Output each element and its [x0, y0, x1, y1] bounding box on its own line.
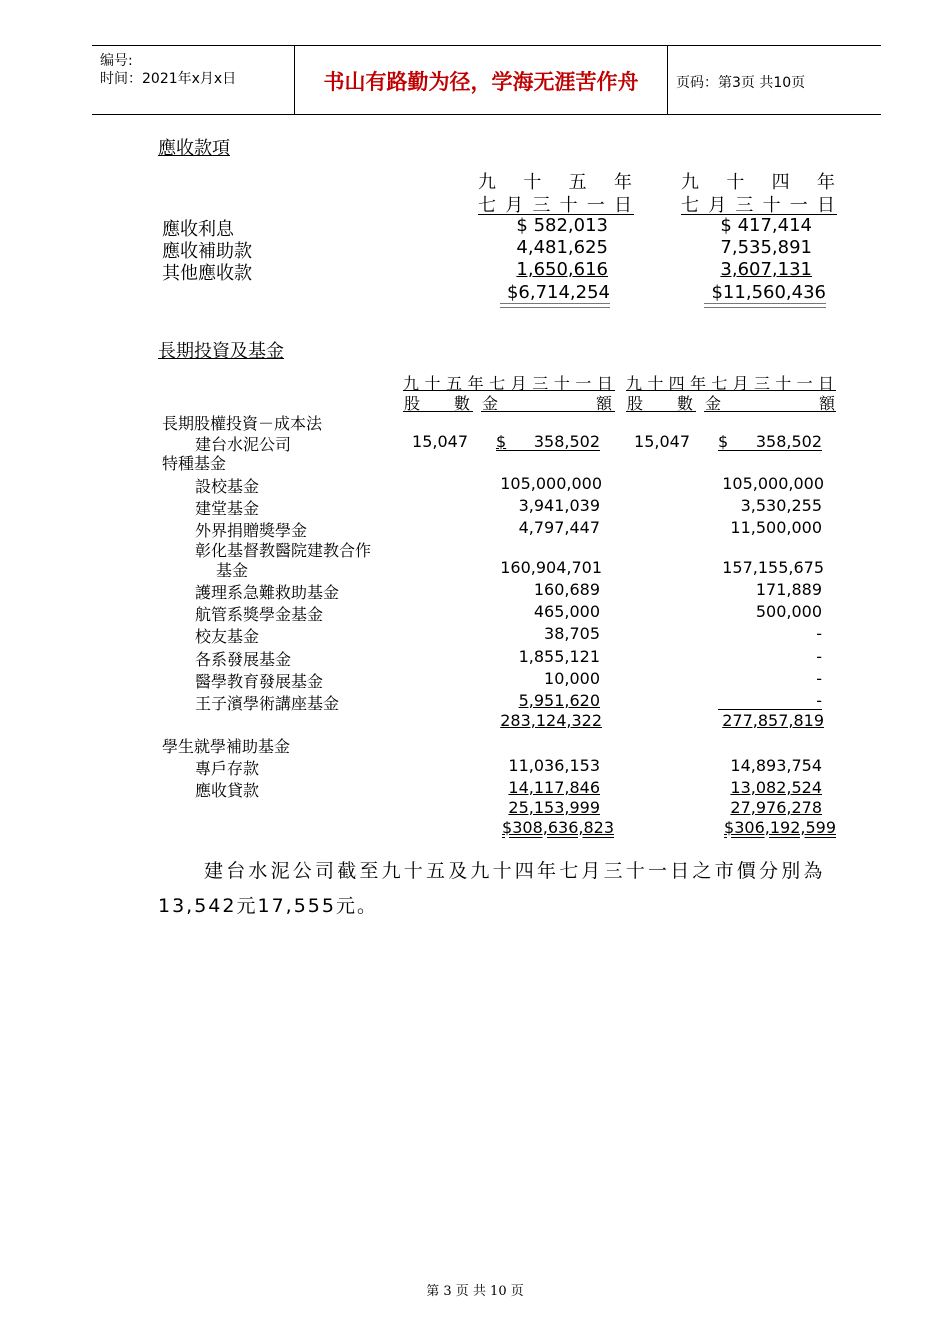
student-total-prev: 27,976,278: [730, 798, 822, 817]
special-funds-title: 特種基金: [162, 454, 227, 473]
page-info: 页码：第3页 共10页: [676, 75, 806, 91]
header-char: 十: [775, 374, 792, 393]
header-char: 四: [668, 374, 685, 393]
header-char: 十: [553, 374, 570, 393]
header-char: 十: [647, 374, 664, 393]
fund-value-prev: 500,000: [755, 602, 822, 621]
receivable-value-cur: $ 582,013: [516, 215, 608, 236]
header-char: 金: [705, 394, 722, 413]
header-char: 一: [586, 195, 605, 216]
equity-amount-cur: 358,502: [533, 432, 600, 451]
receivable-value-prev: $ 417,414: [720, 215, 812, 236]
fund-value-prev: 11,500,000: [730, 518, 822, 537]
header-char: 年: [467, 374, 484, 393]
receivables-total-prev: $11,560,436: [711, 282, 826, 303]
receivable-label: 應收補助款: [162, 241, 252, 262]
special-total-cur: 283,124,322: [500, 711, 602, 730]
header-char: 五: [568, 172, 587, 193]
fund-value-prev: 105,000,000: [722, 474, 824, 493]
header-center-cell: [294, 46, 668, 114]
header-char: 七: [489, 374, 506, 393]
header-char: 九: [681, 172, 699, 193]
investments-title: 長期投資及基金: [158, 341, 284, 362]
header-char: 日: [596, 374, 613, 393]
note-line-2: 13,542元17,555元。: [158, 895, 378, 917]
header-char: 九: [403, 374, 420, 393]
special-total-prev: 277,857,819: [722, 711, 824, 730]
header-char: 日: [613, 195, 632, 216]
header-char: 額: [818, 394, 835, 413]
student-fund-value-prev: 13,082,524: [730, 778, 822, 797]
fund-label: 建堂基金: [195, 499, 260, 518]
student-total-cur: 25,153,999: [508, 798, 600, 817]
header-char: 三: [753, 374, 770, 393]
header-char: 七: [478, 195, 496, 216]
fund-label: 外界捐贈獎學金: [195, 521, 308, 540]
grand-total-prev: $306,192,599: [724, 818, 836, 837]
header-char: 十: [424, 374, 441, 393]
fund-label: 護理系急難救助基金: [195, 583, 340, 602]
student-fund-value-cur: 11,036,153: [508, 756, 600, 775]
header-char: 日: [816, 195, 835, 216]
fund-value-prev: -: [816, 647, 822, 666]
header-left-cell: [92, 46, 294, 114]
fund-label: 醫學教育發展基金: [195, 672, 324, 691]
header-char: 月: [505, 195, 524, 216]
equity-shares-cur: 15,047: [412, 432, 468, 451]
fund-label: 設校基金: [195, 477, 260, 496]
grand-total-cur: $308,636,823: [502, 818, 614, 837]
receivable-value-prev: 3,607,131: [720, 259, 812, 280]
equity-item-label: 建台水泥公司: [195, 435, 292, 454]
header-char: 十: [559, 195, 578, 216]
fund-value-cur: 5,951,620: [518, 691, 600, 710]
fund-value-prev: -: [816, 669, 822, 688]
fund-value-cur: 465,000: [533, 602, 600, 621]
fund-value-prev: -: [816, 624, 822, 643]
slogan: 书山有路勤为径，学海无涯苦作舟: [323, 70, 639, 94]
receivable-value-prev: 7,535,891: [720, 237, 812, 258]
fund-label: 航管系獎學金基金: [195, 605, 324, 624]
fund-value-cur: 3,941,039: [518, 496, 600, 515]
fund-underline: [718, 709, 822, 710]
total-double-rule: [704, 303, 826, 308]
fund-value-prev: 157,155,675: [722, 558, 824, 577]
equity-symbol-prev: $: [718, 432, 729, 451]
fund-label-continued: 基金: [216, 561, 249, 580]
student-fund-label: 應收貸款: [195, 781, 260, 800]
header-char: 十: [762, 195, 781, 216]
page-header: [92, 45, 881, 115]
shares-header-rule: [626, 411, 696, 412]
header-char: 三: [532, 374, 549, 393]
header-char: 七: [681, 195, 699, 216]
header-char: 數: [453, 394, 470, 413]
header-char: 股: [627, 394, 644, 413]
total-double-rule: [500, 303, 610, 308]
header-char: 十: [726, 172, 745, 193]
receivable-label: 其他應收款: [162, 263, 252, 284]
fund-value-prev: -: [816, 691, 822, 710]
student-fund-value-prev: 14,893,754: [730, 756, 822, 775]
fund-value-prev: 171,889: [755, 580, 822, 599]
header-char: 月: [708, 195, 727, 216]
header-char: 一: [789, 195, 808, 216]
time-label: 时间：2021年x月x日: [100, 71, 237, 87]
page-footer: 第 3 页 共 10 页: [426, 1284, 524, 1299]
receivables-total-cur: $6,714,254: [506, 282, 610, 303]
header-char: 月: [510, 374, 527, 393]
fund-label: 王子濱學術講座基金: [195, 694, 340, 713]
fund-label: 各系發展基金: [195, 650, 292, 669]
fund-value-cur: 38,705: [544, 624, 600, 643]
header-char: 日: [817, 374, 834, 393]
header-char: 三: [735, 195, 754, 216]
header-char: 九: [626, 374, 643, 393]
fund-value-cur: 10,000: [544, 669, 600, 688]
number-label: 编号:: [100, 53, 133, 69]
fund-value-cur: 105,000,000: [500, 474, 602, 493]
header-right-cell: [668, 46, 880, 114]
header-char: 年: [689, 374, 706, 393]
receivable-value-cur: 4,481,625: [516, 237, 608, 258]
receivables-title: 應收款項: [158, 138, 230, 159]
student-fund-title: 學生就學補助基金: [162, 737, 291, 756]
header-char: 一: [796, 374, 813, 393]
amount-header-rule: [704, 411, 836, 412]
amount-header-rule: [481, 411, 615, 412]
student-fund-label: 專戶存款: [195, 759, 260, 778]
equity-shares-prev: 15,047: [634, 432, 690, 451]
header-char: 額: [595, 394, 612, 413]
equity-symbol-cur: $: [496, 432, 507, 451]
header-char: 七: [711, 374, 728, 393]
shares-header-rule: [403, 411, 473, 412]
header-char: 五: [446, 374, 463, 393]
header-char: 股: [404, 394, 421, 413]
header-char: 四: [771, 172, 790, 193]
fund-value-cur: 1,855,121: [518, 647, 600, 666]
student-fund-value-cur: 14,117,846: [508, 778, 600, 797]
equity-title: 長期股權投資－成本法: [162, 414, 323, 433]
fund-value-prev: 3,530,255: [740, 496, 822, 515]
header-char: 金: [482, 394, 499, 413]
header-char: 年: [613, 172, 632, 193]
fund-value-cur: 4,797,447: [518, 518, 600, 537]
header-char: 數: [676, 394, 693, 413]
note-line-1: 建台水泥公司截至九十五及九十四年七月三十一日之市價分別為: [204, 860, 826, 882]
fund-label: 彰化基督教醫院建教合作: [195, 541, 372, 560]
equity-amount-prev: 358,502: [755, 432, 822, 451]
header-char: 十: [523, 172, 542, 193]
header-char: 九: [478, 172, 496, 193]
header-char: 一: [575, 374, 592, 393]
header-char: 月: [732, 374, 749, 393]
fund-value-cur: 160,689: [533, 580, 600, 599]
header-char: 年: [816, 172, 835, 193]
header-char: 三: [532, 195, 551, 216]
fund-value-cur: 160,904,701: [500, 558, 602, 577]
fund-label: 校友基金: [195, 627, 260, 646]
receivable-label: 應收利息: [162, 219, 234, 240]
receivable-value-cur: 1,650,616: [516, 259, 608, 280]
